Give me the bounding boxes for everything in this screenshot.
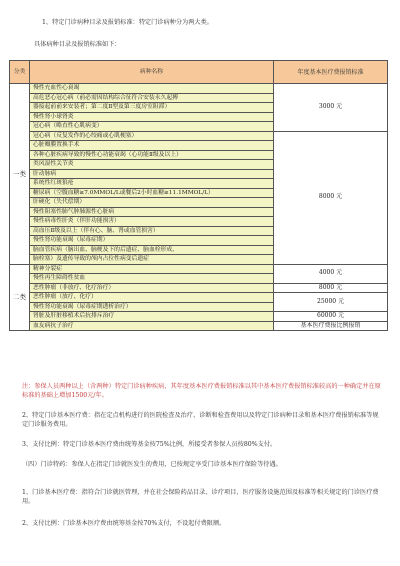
standard-cell: 3000 元: [274, 84, 388, 132]
disease-cell: 冠心病（略直性心肌病变）: [30, 122, 274, 132]
disease-table: [9, 60, 388, 331]
header-disease: 病种名称: [30, 61, 274, 84]
disease-cell: 系统性红斑狼疮: [30, 179, 274, 189]
note-paragraph: 注：参保人员两种以上（含两种）特定门诊病种疾病，其年度基本医疗费报销标准以其中基本医疗费报销标准较高的一种确定并在原标准的基础上增加1500元/年。: [22, 383, 381, 399]
table-row: [10, 131, 388, 141]
note-paragraph: 3、支付比例：特定门诊基本医疗费由统筹基金按75%比例，所接受者参保人员按80%支付。: [22, 441, 277, 448]
standard-cell: 基本医疗费报比例报销: [274, 321, 388, 331]
note-paragraph: 2、支付比例：门诊基本医疗费由统筹基金按70%支付，不设起付费限额。: [22, 520, 226, 527]
disease-cell: 高危恶心冠心病（前必需因结构综合征符合安装永久起搏: [30, 93, 274, 103]
table-row: [10, 293, 388, 303]
category-cell: 二类: [10, 264, 30, 331]
table-row: [10, 84, 388, 94]
header-category: 分类: [10, 61, 30, 84]
disease-cell: 精神分裂症: [30, 264, 274, 274]
disease-cell: 类风湿性关节炎: [30, 160, 274, 170]
disease-cell: 肝动脉病: [30, 169, 274, 179]
disease-cell: 慢性充血性心衰竭: [30, 84, 274, 94]
disease-cell: 慢性再生障碍性贫血: [30, 274, 274, 284]
standard-cell: 8000 元: [274, 283, 388, 293]
table-header-row: [10, 61, 388, 84]
disease-cell: 慢性肾小球肾炎: [30, 112, 274, 122]
disease-cell: 糖尿病（空腹血糖≥7.0MMOL/L或餐后2小时血糖≥11.1MMOL/L）: [30, 188, 274, 198]
disease-cell: 血友病抗子治疗: [30, 321, 274, 331]
header-standard: 年度基本医疗费报销标准: [274, 61, 388, 84]
disease-cell: 慢性病毒性肝炎（伴肝功能损害）: [30, 217, 274, 227]
note-paragraph: （四）门诊特药：参保人在指定门诊就医发生的费用，已按规定享受门诊基本医疗保险等待遇。: [22, 461, 282, 468]
disease-cell: 慢性阻塞性肺气肿肺源性心脏病: [30, 207, 274, 217]
disease-cell: 器接起前前来安装者；第二度Ⅱ型及第三度房室阻滞）: [30, 103, 274, 113]
disease-cell: 脑血管疾病（脑出血、脑梗及下的后遗症、脑血栓形成、: [30, 245, 274, 255]
table-row: [10, 312, 388, 322]
table-row: [10, 321, 388, 331]
disease-cell: 肾脏及肝脏移植术后抗排斥治疗: [30, 312, 274, 322]
note-paragraph: 2、特定门诊基本医疗费：指在定点机构进行的医院检查及治疗、诊断和检查费用以及特定门诊病种目录和基本医疗费报销标准等规定门诊服务费用。: [22, 412, 379, 428]
note-paragraph: 1、门诊基本医疗费：指符合门诊就医管理，并在社会保险药品目录、诊疗项目、医疗服务设施范围及标准等相关规定的门诊医疗费用。: [22, 489, 379, 505]
disease-cell: 慢性肾功能衰竭（尿毒症期透析治疗）: [30, 302, 274, 312]
table-row: [10, 283, 388, 293]
table-row: [10, 264, 388, 274]
category-cell: 一类: [10, 84, 30, 265]
disease-cell: 恶性肿瘤（放疗、化疗）: [30, 293, 274, 303]
standard-cell: 4000 元: [274, 264, 388, 283]
standard-cell: 8000 元: [274, 131, 388, 264]
disease-cell: 冠心病（反复发作的心绞痛或心肌梗塞）: [30, 131, 274, 141]
disease-cell: 恶性肿瘤（非放疗、化疗治疗）: [30, 283, 274, 293]
disease-cell: 各种心脏疾病导致的慢性心功能衰竭（心功能Ⅱ级及以上）: [30, 150, 274, 160]
subtitle-text: 具体病种目录及报销标准如下：: [34, 41, 121, 48]
disease-cell: 心脏瓣膜置换手术: [30, 141, 274, 151]
disease-cell: 肝硬化（失代偿期）: [30, 198, 274, 208]
intro-text: 1、特定门诊病种目录及报销标准：特定门诊病种分为两大类。: [42, 19, 213, 26]
standard-cell: 25000 元: [274, 293, 388, 312]
standard-cell: 60000 元: [274, 312, 388, 322]
disease-cell: 脑栓塞）及遗传导致的颅内占位性病变后遗症: [30, 255, 274, 265]
disease-cell: 慢性肾功能衰竭（尿毒症期）: [30, 236, 274, 246]
disease-cell: 高血压Ⅱ级及以上（伴有心、脑、肾或血管损害）: [30, 226, 274, 236]
